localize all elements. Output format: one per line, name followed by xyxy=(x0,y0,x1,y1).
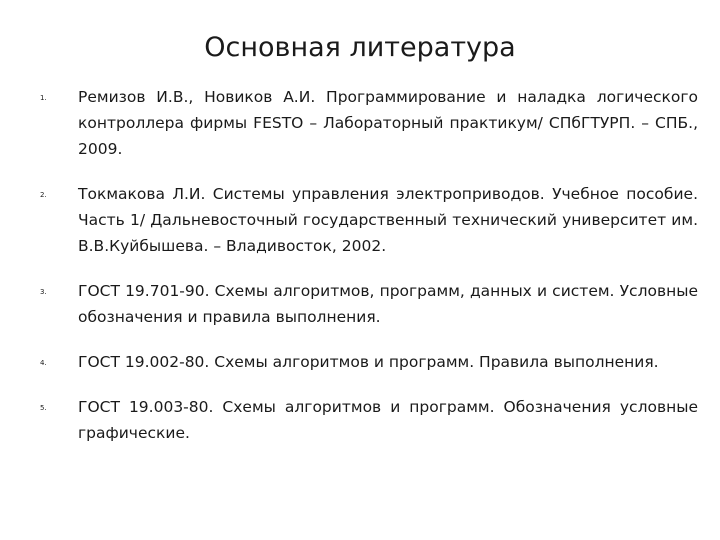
reference-number: 4. xyxy=(40,359,47,367)
reference-list xyxy=(40,84,698,446)
reference-item xyxy=(40,349,698,375)
reference-text: ГОСТ 19.002-80. Схемы алгоритмов и программ. Правила выполнения. xyxy=(78,353,659,371)
reference-text: Токмакова Л.И. Системы управления электроприводов. Учебное пособие. Часть 1/ Дальневосточный государственный технический университет им. В.В.Куйбышева. – Владивосток, 2002. xyxy=(78,185,698,255)
reference-number: 3. xyxy=(40,288,47,296)
slide-title-text: Основная литература xyxy=(204,32,516,63)
reference-text: ГОСТ 19.701-90. Схемы алгоритмов, программ, данных и систем. Условные обозначения и правила выполнения. xyxy=(78,282,698,326)
reference-item xyxy=(40,278,698,330)
reference-number: 2. xyxy=(40,191,47,199)
reference-number: 1. xyxy=(40,94,47,102)
slide-title xyxy=(0,30,720,66)
reference-text: Ремизов И.В., Новиков А.И. Программирование и наладка логического контроллера фирмы FESTO – Лабораторный практикум/ СПбГТУРП. – СПБ., 2009. xyxy=(78,88,698,158)
reference-text: ГОСТ 19.003-80. Схемы алгоритмов и программ. Обозначения условные графические. xyxy=(78,398,698,442)
reference-number: 5. xyxy=(40,404,47,412)
reference-item xyxy=(40,394,698,446)
reference-item xyxy=(40,84,698,162)
reference-item xyxy=(40,181,698,259)
